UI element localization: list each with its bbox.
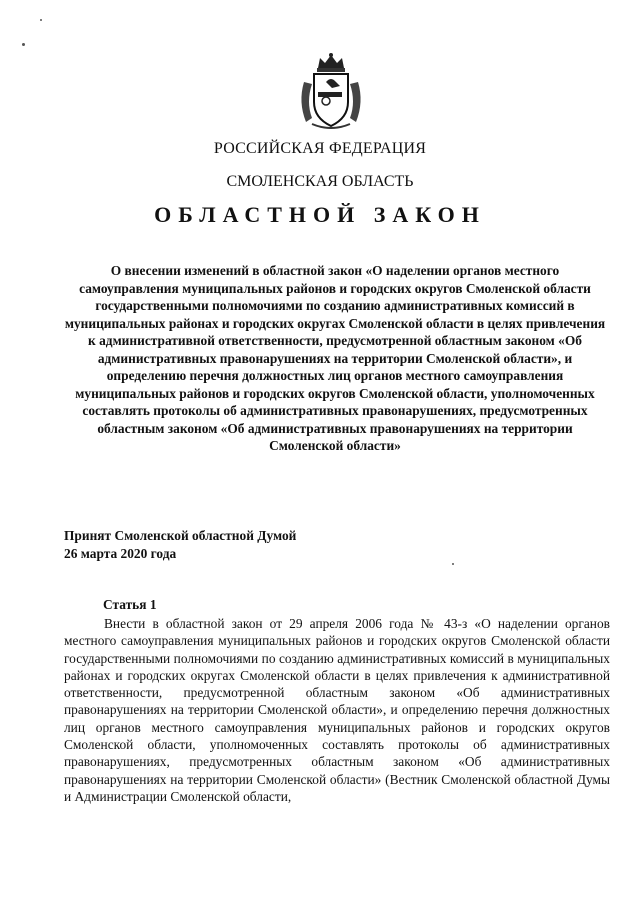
scan-speck: [452, 563, 454, 565]
coat-of-arms-icon: [296, 52, 366, 132]
region-name: СМОЛЕНСКАЯ ОБЛАСТЬ: [226, 173, 414, 190]
adoption-block: [64, 527, 464, 563]
article-heading: Статья 1: [103, 597, 157, 612]
adoption-date: 26 марта 2020 года: [64, 546, 177, 561]
country-name: РОССИЙСКАЯ ФЕДЕРАЦИЯ: [213, 140, 427, 157]
document-type: ОБЛАСТНОЙ ЗАКОН: [154, 202, 486, 227]
scan-speck: [22, 43, 25, 46]
law-title: О внесении изменений в областной закон «О наделении органов местного самоуправления муниципальных районов и городских округов Смоленской области государственными полномочиями по созданию административных комиссий в муниципальных районах и городских округах Смоленской области в целях привлечения к административной ответственности, предусмотренной областным законом «Об административных правонарушениях на территории Смоленской области», и определению перечня должностных лиц органов местного самоуправления муниципальных районов и городских округов Смоленской области, уполномоченных составлять протоколы об административных правонарушениях, предусмотренных областным законом «Об административных правонарушениях на территории Смоленской области»: [64, 263, 606, 453]
adoption-body: Принят Смоленской областной Думой: [64, 528, 297, 543]
article-text: Внести в областной закон от 29 апреля 2006 года № 43-з «О наделении органов местного самоуправления муниципальных районов и городских округов Смоленской области государственными полномочиями по созданию административных комиссий в муниципальных районах и городских округах Смоленской области в целях привлечения к административной ответственности, предусмотренной областным законом «Об административных правонарушениях на территории Смоленской области», и определению перечня должностных лиц органов местного самоуправления муниципальных районов и городских округов Смоленской области, уполномоченных составлять протоколы об административных правонарушениях, предусмотренных областным законом «Об административных правонарушениях на территории Смоленской области» (Вестник Смоленской областной Думы и Администрации Смоленской области,: [64, 616, 610, 804]
scan-speck: [40, 19, 42, 21]
